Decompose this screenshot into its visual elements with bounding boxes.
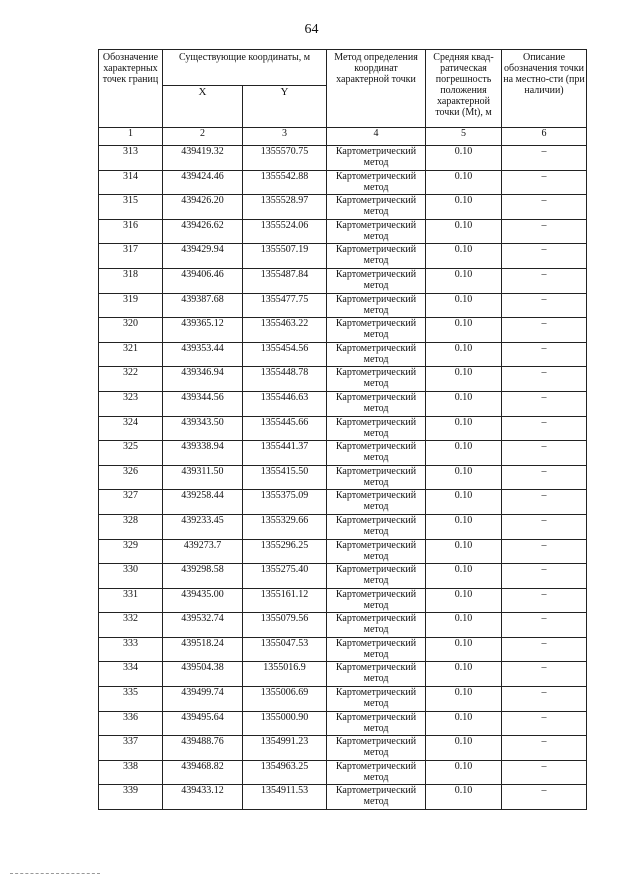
method-cell: Картометрический метод [327, 687, 426, 712]
column-number: 1 [99, 128, 163, 146]
description-cell: – [502, 539, 587, 564]
y-coordinate: 1355448.78 [243, 367, 327, 392]
table-row [99, 293, 587, 318]
error-cell: 0.10 [426, 391, 502, 416]
x-coordinate: 439311.50 [163, 465, 243, 490]
y-coordinate: 1355006.69 [243, 687, 327, 712]
description-cell: – [502, 293, 587, 318]
method-cell: Картометрический метод [327, 146, 426, 171]
description-cell: – [502, 613, 587, 638]
x-coordinate: 439233.45 [163, 514, 243, 539]
y-coordinate: 1355000.90 [243, 711, 327, 736]
y-coordinate: 1355454.56 [243, 342, 327, 367]
table-row [99, 170, 587, 195]
point-number: 323 [99, 391, 163, 416]
x-coordinate: 439365.12 [163, 318, 243, 343]
y-coordinate: 1355570.75 [243, 146, 327, 171]
method-cell: Картометрический метод [327, 785, 426, 810]
error-cell: 0.10 [426, 293, 502, 318]
method-cell: Картометрический метод [327, 342, 426, 367]
description-cell: – [502, 170, 587, 195]
error-cell: 0.10 [426, 613, 502, 638]
error-cell: 0.10 [426, 367, 502, 392]
table-row [99, 318, 587, 343]
description-cell: – [502, 195, 587, 220]
error-cell: 0.10 [426, 785, 502, 810]
x-coordinate: 439468.82 [163, 760, 243, 785]
method-cell: Картометрический метод [327, 637, 426, 662]
table-row [99, 514, 587, 539]
error-cell: 0.10 [426, 170, 502, 195]
method-cell: Картометрический метод [327, 539, 426, 564]
y-coordinate: 1354963.25 [243, 760, 327, 785]
point-number: 320 [99, 318, 163, 343]
method-cell: Картометрический метод [327, 760, 426, 785]
method-cell: Картометрический метод [327, 465, 426, 490]
error-cell: 0.10 [426, 588, 502, 613]
x-coordinate: 439406.46 [163, 268, 243, 293]
x-coordinate: 439532.74 [163, 613, 243, 638]
table-row [99, 711, 587, 736]
point-number: 330 [99, 564, 163, 589]
x-coordinate: 439518.24 [163, 637, 243, 662]
error-cell: 0.10 [426, 318, 502, 343]
error-cell: 0.10 [426, 441, 502, 466]
table-row [99, 490, 587, 515]
x-coordinate: 439424.46 [163, 170, 243, 195]
point-number: 316 [99, 219, 163, 244]
table-row [99, 736, 587, 761]
method-cell: Картометрический метод [327, 391, 426, 416]
y-coordinate: 1355415.50 [243, 465, 327, 490]
error-cell: 0.10 [426, 219, 502, 244]
method-cell: Картометрический метод [327, 268, 426, 293]
x-coordinate: 439344.56 [163, 391, 243, 416]
error-cell: 0.10 [426, 490, 502, 515]
header-x: X [163, 86, 243, 128]
point-number: 319 [99, 293, 163, 318]
method-cell: Картометрический метод [327, 367, 426, 392]
description-cell: – [502, 244, 587, 269]
x-coordinate: 439499.74 [163, 687, 243, 712]
header-method: Метод определения координат характерной точки [327, 50, 426, 128]
x-coordinate: 439338.94 [163, 441, 243, 466]
error-cell: 0.10 [426, 244, 502, 269]
error-cell: 0.10 [426, 687, 502, 712]
x-coordinate: 439488.76 [163, 736, 243, 761]
header-y: Y [243, 86, 327, 128]
method-cell: Картометрический метод [327, 711, 426, 736]
table-row [99, 342, 587, 367]
point-number: 321 [99, 342, 163, 367]
y-coordinate: 1355477.75 [243, 293, 327, 318]
table-row [99, 588, 587, 613]
table-row [99, 195, 587, 220]
point-number: 325 [99, 441, 163, 466]
description-cell: – [502, 391, 587, 416]
error-cell: 0.10 [426, 564, 502, 589]
point-number: 329 [99, 539, 163, 564]
method-cell: Картометрический метод [327, 416, 426, 441]
table-body [99, 146, 587, 810]
method-cell: Картометрический метод [327, 441, 426, 466]
description-cell: – [502, 711, 587, 736]
description-cell: – [502, 785, 587, 810]
table-row [99, 367, 587, 392]
point-number: 313 [99, 146, 163, 171]
column-number: 4 [327, 128, 426, 146]
description-cell: – [502, 588, 587, 613]
description-cell: – [502, 441, 587, 466]
y-coordinate: 1355296.25 [243, 539, 327, 564]
description-cell: – [502, 268, 587, 293]
table-row [99, 564, 587, 589]
point-number: 335 [99, 687, 163, 712]
description-cell: – [502, 490, 587, 515]
table-row [99, 539, 587, 564]
x-coordinate: 439433.12 [163, 785, 243, 810]
x-coordinate: 439298.58 [163, 564, 243, 589]
table-row [99, 613, 587, 638]
table-row [99, 662, 587, 687]
x-coordinate: 439435.00 [163, 588, 243, 613]
point-number: 338 [99, 760, 163, 785]
table-row [99, 785, 587, 810]
method-cell: Картометрический метод [327, 514, 426, 539]
description-cell: – [502, 564, 587, 589]
method-cell: Картометрический метод [327, 564, 426, 589]
method-cell: Картометрический метод [327, 293, 426, 318]
y-coordinate: 1355524.06 [243, 219, 327, 244]
description-cell: – [502, 318, 587, 343]
y-coordinate: 1355079.56 [243, 613, 327, 638]
x-coordinate: 439353.44 [163, 342, 243, 367]
point-number: 333 [99, 637, 163, 662]
table-row [99, 441, 587, 466]
y-coordinate: 1355047.53 [243, 637, 327, 662]
point-number: 327 [99, 490, 163, 515]
y-coordinate: 1355275.40 [243, 564, 327, 589]
header-description: Описание обозначения точки на местно-сти (при наличии) [502, 50, 587, 128]
description-cell: – [502, 760, 587, 785]
point-number: 334 [99, 662, 163, 687]
y-coordinate: 1355507.19 [243, 244, 327, 269]
y-coordinate: 1355463.22 [243, 318, 327, 343]
method-cell: Картометрический метод [327, 613, 426, 638]
error-cell: 0.10 [426, 637, 502, 662]
y-coordinate: 1355445.66 [243, 416, 327, 441]
description-cell: – [502, 146, 587, 171]
description-cell: – [502, 736, 587, 761]
error-cell: 0.10 [426, 416, 502, 441]
y-coordinate: 1355161.12 [243, 588, 327, 613]
x-coordinate: 439343.50 [163, 416, 243, 441]
column-numbers-row [99, 128, 587, 146]
error-cell: 0.10 [426, 195, 502, 220]
method-cell: Картометрический метод [327, 318, 426, 343]
method-cell: Картометрический метод [327, 219, 426, 244]
point-number: 328 [99, 514, 163, 539]
point-number: 314 [99, 170, 163, 195]
point-number: 322 [99, 367, 163, 392]
point-number: 332 [99, 613, 163, 638]
error-cell: 0.10 [426, 342, 502, 367]
table-row [99, 637, 587, 662]
method-cell: Картометрический метод [327, 588, 426, 613]
table-row [99, 416, 587, 441]
method-cell: Картометрический метод [327, 244, 426, 269]
method-cell: Картометрический метод [327, 736, 426, 761]
method-cell: Картометрический метод [327, 662, 426, 687]
table-row [99, 219, 587, 244]
y-coordinate: 1355441.37 [243, 441, 327, 466]
column-number: 2 [163, 128, 243, 146]
error-cell: 0.10 [426, 662, 502, 687]
header-error: Средняя квад-ратическая погрешность положения характерной точки (Mt), м [426, 50, 502, 128]
table-row [99, 687, 587, 712]
y-coordinate: 1355329.66 [243, 514, 327, 539]
y-coordinate: 1355375.09 [243, 490, 327, 515]
method-cell: Картометрический метод [327, 490, 426, 515]
x-coordinate: 439426.20 [163, 195, 243, 220]
point-number: 331 [99, 588, 163, 613]
description-cell: – [502, 514, 587, 539]
description-cell: – [502, 416, 587, 441]
y-coordinate: 1355542.88 [243, 170, 327, 195]
point-number: 317 [99, 244, 163, 269]
error-cell: 0.10 [426, 736, 502, 761]
y-coordinate: 1354911.53 [243, 785, 327, 810]
description-cell: – [502, 465, 587, 490]
error-cell: 0.10 [426, 711, 502, 736]
description-cell: – [502, 219, 587, 244]
x-coordinate: 439495.64 [163, 711, 243, 736]
header-point-designation: Обозначение характерных точек границ [99, 50, 163, 128]
x-coordinate: 439258.44 [163, 490, 243, 515]
error-cell: 0.10 [426, 268, 502, 293]
table-row [99, 244, 587, 269]
description-cell: – [502, 637, 587, 662]
x-coordinate: 439273.7 [163, 539, 243, 564]
error-cell: 0.10 [426, 760, 502, 785]
method-cell: Картометрический метод [327, 195, 426, 220]
table-row [99, 391, 587, 416]
point-number: 324 [99, 416, 163, 441]
y-coordinate: 1355016.9 [243, 662, 327, 687]
table-row [99, 268, 587, 293]
description-cell: – [502, 662, 587, 687]
point-number: 326 [99, 465, 163, 490]
error-cell: 0.10 [426, 146, 502, 171]
y-coordinate: 1355446.63 [243, 391, 327, 416]
y-coordinate: 1354991.23 [243, 736, 327, 761]
x-coordinate: 439387.68 [163, 293, 243, 318]
y-coordinate: 1355528.97 [243, 195, 327, 220]
point-number: 318 [99, 268, 163, 293]
description-cell: – [502, 367, 587, 392]
page-number: 64 [304, 22, 319, 37]
method-cell: Картометрический метод [327, 170, 426, 195]
error-cell: 0.10 [426, 539, 502, 564]
column-number: 5 [426, 128, 502, 146]
x-coordinate: 439346.94 [163, 367, 243, 392]
error-cell: 0.10 [426, 514, 502, 539]
x-coordinate: 439419.32 [163, 146, 243, 171]
point-number: 336 [99, 711, 163, 736]
description-cell: – [502, 687, 587, 712]
point-number: 315 [99, 195, 163, 220]
y-coordinate: 1355487.84 [243, 268, 327, 293]
table-row [99, 760, 587, 785]
x-coordinate: 439504.38 [163, 662, 243, 687]
header-coordinates-group: Существующие координаты, м [163, 50, 327, 86]
x-coordinate: 439426.62 [163, 219, 243, 244]
x-coordinate: 439429.94 [163, 244, 243, 269]
description-cell: – [502, 342, 587, 367]
table-row [99, 146, 587, 171]
error-cell: 0.10 [426, 465, 502, 490]
coordinates-table [98, 49, 587, 810]
column-number: 6 [502, 128, 587, 146]
bottom-divider [10, 873, 100, 874]
point-number: 337 [99, 736, 163, 761]
point-number: 339 [99, 785, 163, 810]
column-number: 3 [243, 128, 327, 146]
table-row [99, 465, 587, 490]
